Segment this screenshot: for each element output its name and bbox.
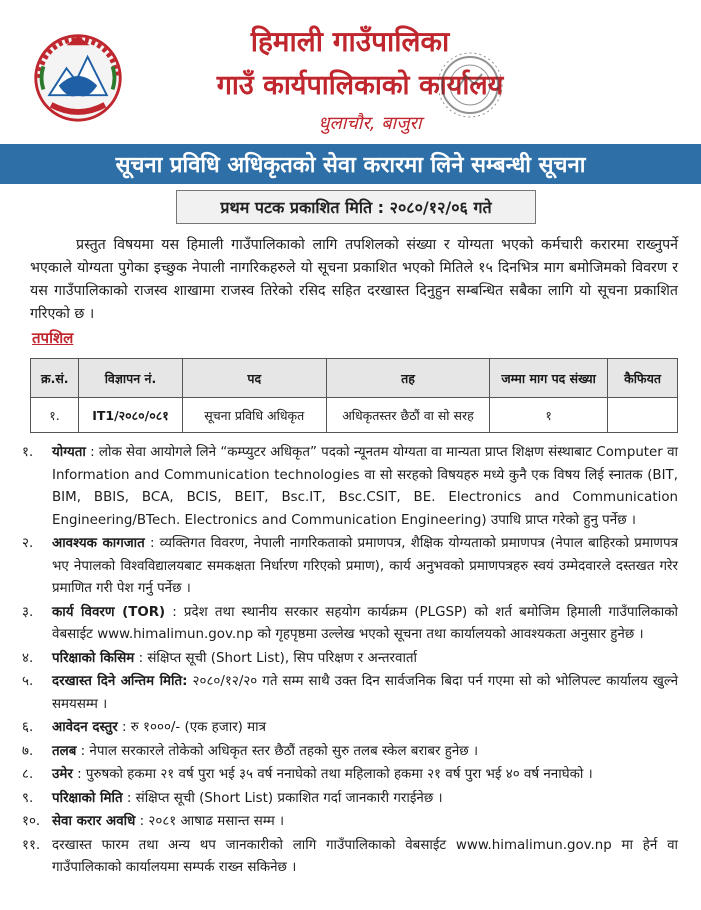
item-text: २०८०/१२/२० गते सम्म साथै उक्त दिन सार्वजनिक बिदा पर्न गएमा सो को भोलिपल्ट कार्यालय खुल्ने समयसम्म । — [52, 674, 678, 712]
item-label: आवेदन दस्तुर — [52, 720, 118, 735]
item-label: सेवा करार अवधि — [52, 814, 136, 829]
list-item — [22, 741, 678, 764]
item-number: ७. — [22, 743, 34, 759]
list-item — [22, 533, 678, 601]
office-title-line2: गाउँ कार्यपालिकाको कार्यालय — [216, 70, 504, 101]
list-item — [22, 811, 678, 834]
col-header-remarks: कैफियत — [608, 359, 678, 398]
item-number: ६. — [22, 720, 34, 735]
item-number: ११. — [22, 837, 41, 853]
item-number: ४. — [22, 650, 34, 666]
item-body — [52, 788, 678, 811]
item-label: तलब — [52, 743, 77, 759]
item-text: : लोक सेवा आयोगले लिने “कम्प्युटर अधिकृत” पदको न्यूनतम योग्यता वा मान्यता प्राप्त शिक्षण संस्थाबाट Computer वा Information and Communication technologies वा सो सरहको विषयहरु मध्ये कुनै एक विषय लिई स्नातक (BIT, BIM, BBIS, BCA, BCIS, BEIT, Bsc.IT, Bsc.CSIT, BE. Electronics and Communication Engineering/BTech. Electronics and Communication Engineering) उपाधि प्राप्त गरेको हुनु पर्नेछ । — [52, 445, 678, 528]
list-item — [22, 648, 678, 671]
item-number: ९. — [22, 790, 34, 806]
table-header-row — [31, 359, 678, 398]
item-body — [52, 717, 678, 740]
cell-total: १ — [490, 398, 608, 433]
item-body — [52, 811, 678, 834]
item-text: : २०८१ आषाढ मसान्त सम्म । — [135, 814, 285, 829]
vacancy-table — [30, 358, 678, 433]
item-number: ३. — [22, 604, 34, 620]
item-text: : प्रदेश तथा स्थानीय सरकार सहयोग कार्यक्रम (PLGSP) को शर्त बमोजिम हिमाली गाउँपालिकाको वेबसाईट www.himalimun.gov.np को गृहपृष्ठमा उल्लेख भएको सूचना तथा कार्यालयको आवश्यकता अनुसार हुनेछ । — [52, 604, 678, 642]
col-header-total: जम्मा माग पद संख्या — [490, 359, 608, 398]
item-label: कार्य विवरण (TOR) — [52, 604, 166, 620]
col-header-level: तह — [326, 359, 490, 398]
item-label: आवश्यक कागजात — [52, 536, 145, 551]
office-stamp-icon — [410, 40, 580, 140]
requirements-list — [22, 442, 678, 881]
notice-title: सूचना प्रविधि अधिकृतको सेवा करारमा लिने सम्बन्धी सूचना — [115, 153, 586, 178]
item-number: २. — [22, 536, 34, 551]
item-label: परिक्षाको किसिम — [52, 650, 135, 666]
item-text: : संक्षिप्त सूची (Short List) प्रकाशित गर्दा जानकारी गराईनेछ । — [122, 790, 443, 806]
item-text: : रु १०००/- (एक हजार) मात्र — [117, 720, 267, 735]
item-body — [52, 533, 678, 601]
item-body — [52, 764, 678, 787]
list-item — [22, 835, 678, 880]
item-label: योग्यता — [52, 445, 86, 460]
col-header-serial: क्र.सं. — [31, 359, 79, 398]
intro-paragraph: प्रस्तुत विषयमा यस हिमाली गाउँपालिकाको लागि तपशिलको संख्या र योग्यता भएको कर्मचारी करारमा राख्नुपर्ने भएकाले योग्यता पुगेका इच्छुक नेपाली नागरिकहरुले यो सूचना प्रकाशित भएको मितिले १५ दिनभित्र माग बमोजिमको विवरण र यस गाउँपालिकाको राजस्व शाखामा राजस्व तिरेको रसिद सहित दरखास्त दिनुहुन सम्बन्धित सबैका लागि यो सूचना प्रकाशित गरिएको छ । — [30, 237, 678, 322]
item-body — [52, 648, 678, 671]
item-number: १. — [22, 445, 34, 460]
item-text: : नेपाल सरकारले तोकेको अधिकृत स्तर छैठौं तहको सुरु तलब स्केल बराबर हुनेछ । — [76, 743, 479, 759]
publication-date: प्रथम पटक प्रकाशित मिति : २०८०/१२/०६ गते — [220, 198, 492, 217]
item-label: उमेर — [52, 767, 73, 782]
notice-title-banner — [0, 144, 701, 184]
list-item — [22, 764, 678, 787]
item-body — [52, 741, 678, 764]
cell-remarks — [608, 398, 678, 433]
list-item — [22, 671, 678, 716]
details-heading: तपशिल — [32, 329, 74, 347]
list-item — [22, 602, 678, 647]
item-body — [52, 835, 678, 880]
item-text: दरखास्त फारम तथा अन्य थप जानकारीको लागि गाउँपालिकाको वेबसाईट www.himalimun.gov.np मा हेर्न वा गाउँपालिकाको कार्यालयमा सम्पर्क राख्न सकिनेछ । — [52, 837, 678, 875]
cell-post: सूचना प्रविधि अधिकृत — [182, 398, 326, 433]
col-header-post: पद — [182, 359, 326, 398]
item-number: ५. — [22, 674, 34, 689]
office-location: धुलाचौर, बाजुरा — [318, 113, 422, 134]
item-label: दरखास्त दिने अन्तिम मिति: — [52, 674, 188, 689]
item-body — [52, 602, 678, 647]
cell-level: अधिकृतस्तर छैठौं वा सो सरह — [326, 398, 490, 433]
office-title-line1: हिमाली गाउँपालिका — [250, 25, 450, 58]
item-body — [52, 442, 678, 532]
item-number: ८. — [22, 767, 34, 782]
table-row — [31, 398, 678, 433]
item-text: : पुरुषको हकमा २१ वर्ष पुरा भई ३५ वर्ष ननाघेको तथा महिलाको हकमा २१ वर्ष पुरा भई ४० वर्ष ननाघेको । — [72, 767, 593, 782]
item-body — [52, 671, 678, 716]
item-text: : संक्षिप्त सूची (Short List), सिप परिक्षण र अन्तरवार्ता — [134, 650, 418, 666]
item-label: परिक्षाको मिति — [52, 790, 123, 806]
cell-serial: १. — [31, 398, 79, 433]
list-item — [22, 717, 678, 740]
list-item — [22, 788, 678, 811]
item-text: : व्यक्तिगत विवरण, नेपाली नागरिकताको प्रमाणपत्र, शैक्षिक योग्यताको प्रमाणपत्र (नेपाल बाहिरको प्रमाणपत्र भए नेपालको विश्वविद्यालयबाट समकक्षता निर्धारण गरिएको प्रमाण), कार्य अनुभवको प्रमाणपत्रहरु स्वयं उम्मेदवारले दस्तखत गरेर प्रमाणित गरी पेश गर्नु पर्नेछ । — [52, 536, 678, 596]
publication-date-box — [176, 190, 536, 224]
item-number: १०. — [22, 814, 41, 829]
cell-ad-number: IT1/२०८०/०८१ — [78, 398, 182, 433]
list-item — [22, 442, 678, 532]
government-emblem-icon — [30, 28, 126, 124]
col-header-ad-number: विज्ञापन नं. — [78, 359, 182, 398]
